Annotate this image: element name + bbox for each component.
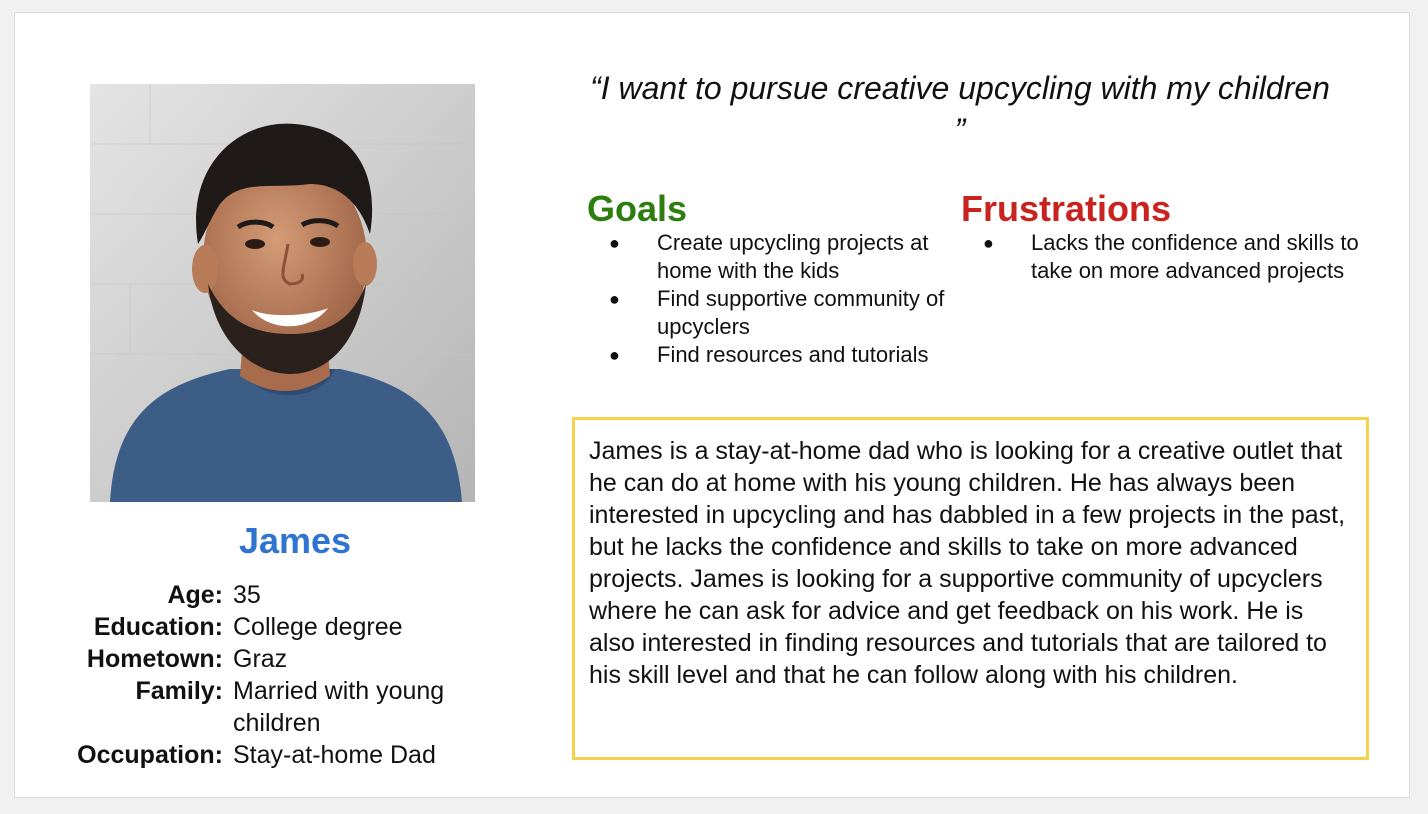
- goal-text: Create upcycling projects at home with the kids: [657, 230, 929, 283]
- info-value: Married with young children: [233, 677, 445, 737]
- list-item: [587, 229, 957, 285]
- frustration-text: Lacks the confidence and skills to take on more advanced projects: [1031, 230, 1359, 283]
- persona-quote: “I want to pursue creative upcycling with my children ”: [590, 70, 1330, 148]
- info-label: Hometown:: [86, 645, 223, 673]
- goal-text: Find supportive community of upcyclers: [657, 286, 945, 339]
- goals-title: Goals: [587, 188, 688, 229]
- goal-text: Find resources and tutorials: [657, 342, 929, 367]
- info-row-family: [55, 675, 535, 739]
- info-value: Stay-at-home Dad: [233, 741, 436, 769]
- info-label: Occupation:: [77, 741, 223, 769]
- persona-slide: [14, 12, 1410, 798]
- persona-photo: [90, 84, 475, 502]
- info-row-occupation: [55, 739, 535, 771]
- goals-list: [587, 229, 957, 369]
- info-label: Education:: [93, 613, 223, 641]
- persona-bio: James is a stay-at-home dad who is looking for a creative outlet that he can do at home with his young children. He has always been interested in upcycling and has dabbled in a few projects in the past, but he lacks the confidence and skills to take on more advanced projects. James is looking for a supportive community of upcyclers where he can ask for advice and get feedback on his work. He is also interested in finding resources and tutorials that are tailored to his skill level and that he can follow along with his children.: [572, 417, 1369, 760]
- list-item: [961, 229, 1371, 285]
- persona-name: James: [238, 520, 352, 561]
- info-value: Graz: [233, 645, 288, 673]
- info-label: Family:: [135, 677, 223, 705]
- bullet-icon: ●: [609, 345, 620, 365]
- info-label: Age:: [167, 581, 223, 609]
- bullet-icon: ●: [609, 289, 620, 309]
- info-row-education: [55, 611, 535, 643]
- persona-info: [55, 579, 535, 771]
- frustrations-list: [961, 229, 1371, 285]
- info-row-hometown: [55, 643, 535, 675]
- bullet-icon: ●: [609, 233, 620, 253]
- info-row-age: [55, 579, 535, 611]
- info-value: College degree: [233, 613, 403, 641]
- bullet-icon: ●: [983, 233, 994, 253]
- list-item: [587, 341, 957, 369]
- frustrations-title: Frustrations: [961, 188, 1172, 229]
- info-value: 35: [233, 581, 261, 609]
- list-item: [587, 285, 957, 341]
